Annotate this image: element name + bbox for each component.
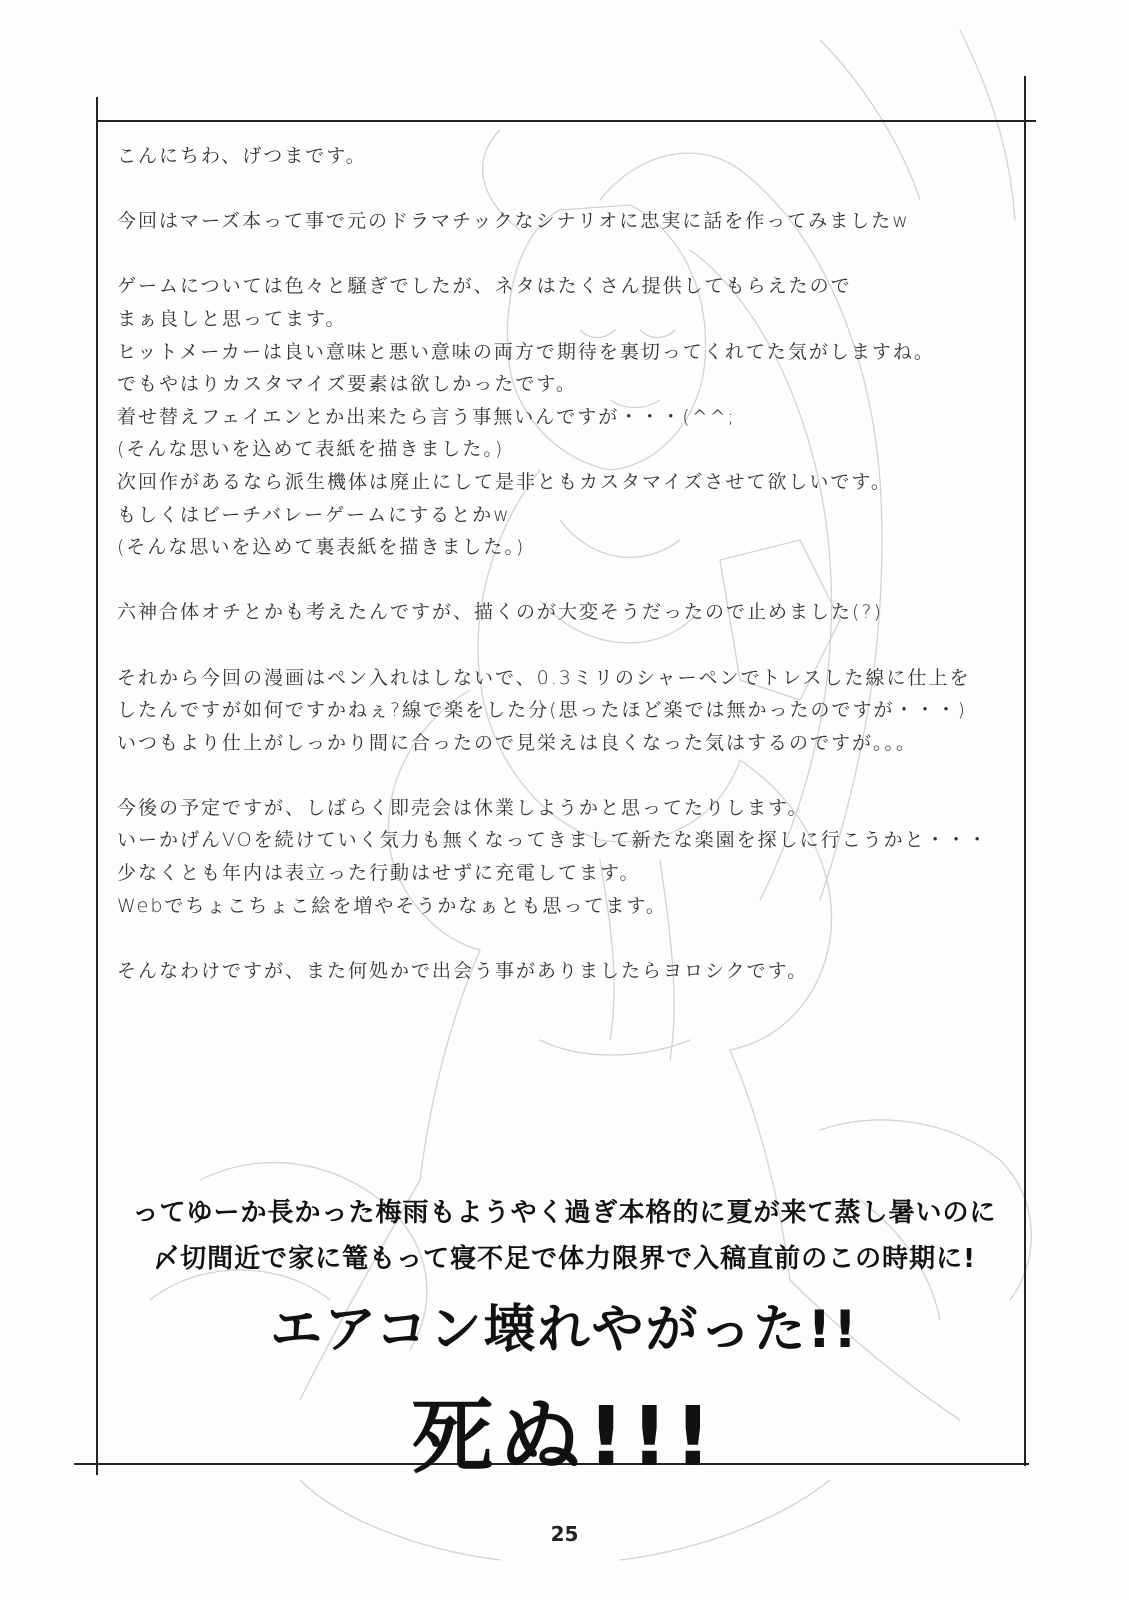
body-line: Webでちょこちょこ絵を増やそうかなぁとも思ってます。 — [117, 894, 667, 917]
body-line-blank — [117, 238, 1012, 271]
body-line: もしくはビーチバレーゲームにするとかw — [117, 503, 511, 526]
body-line: いーかげんVOを続けていく気力も無くなってきまして新たな楽園を探しに行こうかと・・・ — [117, 829, 989, 852]
body-line: 次回作があるなら派生機体は廃止にして是非ともカスタマイズさせて欲しいです。 — [117, 470, 892, 493]
body-line: (そんな思いを込めて裏表紙を描きました。) — [117, 536, 526, 559]
body-line: 少なくとも年内は表立った行動はせずに充電してます。 — [117, 862, 641, 885]
body-line: 今回はマーズ本って事で元のドラマチックなシナリオに忠実に話を作ってみましたw — [117, 210, 910, 233]
body-line-blank — [117, 759, 1012, 792]
body-line: それから今回の漫画はペン入れはしないで、0.3ミリのシャーペンでトレスした線に仕上を — [117, 666, 971, 689]
body-line-blank — [117, 922, 1012, 955]
body-line: まぁ良しと思ってます。 — [117, 307, 347, 330]
body-line: こんにちわ、げつまです。 — [117, 145, 367, 167]
body-line: そんなわけですが、また何処かで出会う事がありましたらヨロシクです。 — [117, 959, 809, 982]
shout-big-headline: 死ぬ!!! — [411, 1390, 718, 1485]
body-line: 着せ替えフェイエンとか出来たら言う事無いんですが・・・(^^; — [117, 405, 736, 428]
page-number: 25 — [550, 1522, 579, 1546]
body-line-blank — [117, 629, 1012, 662]
body-line-blank — [117, 564, 1012, 597]
body-line: 六神合体オチとかも考えたんですが、描くのが大変そうだったので止めました(?) — [117, 601, 883, 624]
body-line: でもやはりカスタマイズ要素は欲しかったです。 — [117, 373, 577, 396]
body-line: ゲームについては色々と騒ぎでしたが、ネタはたくさん提供してもらえたので — [117, 275, 852, 298]
body-line: したんですが如何ですかねぇ?線で楽をした分(思ったほど楽では無かったのですが・・・) — [117, 699, 967, 722]
body-line: (そんな思いを込めて表紙を描きました。) — [117, 438, 505, 461]
top-border-line — [96, 120, 1036, 122]
shout-headline: エアコン壊れやがった!! — [270, 1300, 859, 1360]
afterword-body-text — [117, 140, 1012, 987]
shout-line-2: 〆切間近で家に篭もって寝不足で体力限界で入稿直前のこの時期に! — [153, 1244, 976, 1274]
body-line-blank — [117, 173, 1012, 206]
shout-line-1: ってゆーか長かった梅雨もようやく過ぎ本格的に夏が来て蒸し暑いのに — [132, 1198, 997, 1228]
body-line: 今後の予定ですが、しばらく即売会は休業しようかと思ってたりします。 — [117, 796, 809, 819]
body-line: いつもより仕上がしっかり間に合ったので見栄えは良くなった気はするのですが。。。 — [117, 731, 918, 754]
body-line: ヒットメーカーは良い意味と悪い意味の両方で期待を裏切ってくれてた気がしますね。 — [117, 340, 935, 363]
